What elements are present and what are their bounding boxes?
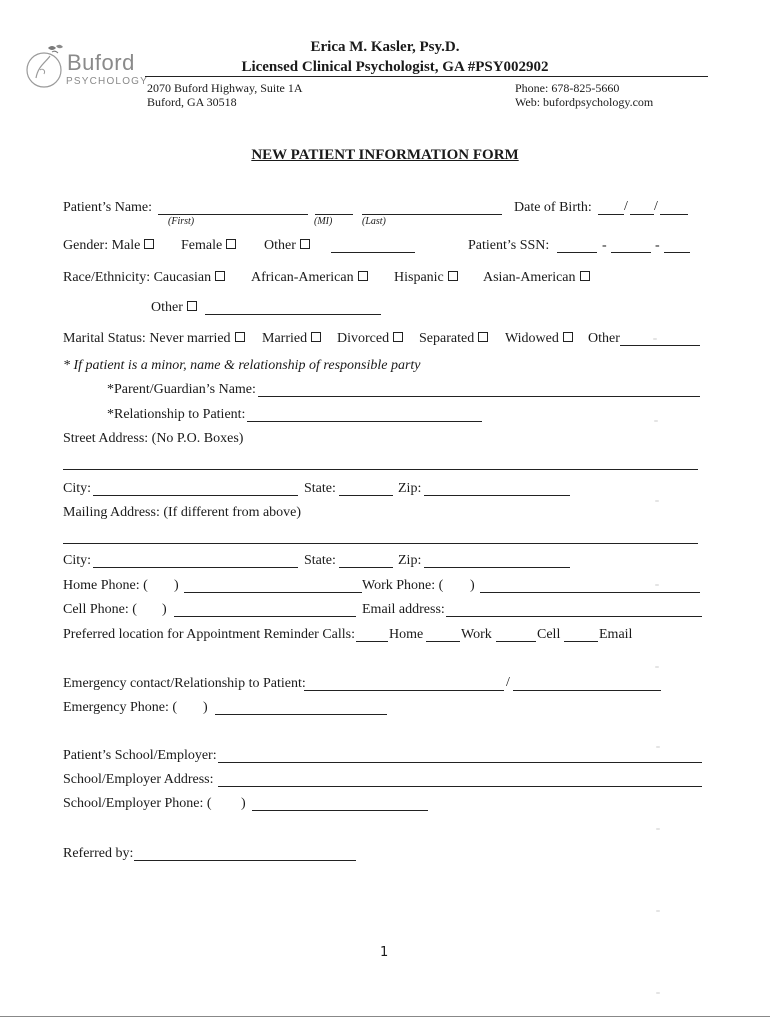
ssn-label: Patient’s SSN: [468, 238, 550, 253]
gender-other-option[interactable]: Other [264, 238, 310, 254]
header-rule [145, 76, 708, 77]
phone-number: Phone: 678-825-5660 [515, 81, 620, 95]
hispanic-checkbox[interactable] [448, 271, 458, 281]
mailing-city-field[interactable] [93, 567, 298, 568]
zip-field[interactable] [424, 495, 570, 496]
pref-email-label: Email [599, 627, 633, 642]
cell-phone-label: Cell Phone: ( [63, 602, 137, 617]
school-employer-field[interactable] [218, 762, 702, 763]
mailing-address-field[interactable] [63, 543, 698, 544]
work-phone-paren: ) [470, 578, 475, 593]
school-address-field[interactable] [218, 786, 702, 787]
relationship-field[interactable] [247, 421, 482, 422]
school-employer-label: Patient’s School/Employer: [63, 748, 217, 763]
pref-home-field[interactable] [356, 641, 388, 642]
marital-widowed-option[interactable]: Widowed [505, 331, 573, 347]
marital-other-label: Other [588, 331, 620, 346]
ssn-part-3-field[interactable] [664, 252, 690, 253]
marital-separated-option[interactable]: Separated [419, 331, 488, 347]
street-address-field[interactable] [63, 469, 698, 470]
license-line: Licensed Clinical Psychologist, GA #PSY002902 [241, 59, 549, 75]
never-married-checkbox[interactable] [235, 332, 245, 342]
race-asian-american-option[interactable]: Asian-American [483, 270, 590, 286]
scan-speck [656, 828, 660, 830]
widowed-checkbox[interactable] [563, 332, 573, 342]
work-phone-field[interactable] [480, 592, 700, 593]
pref-cell-field[interactable] [496, 641, 536, 642]
patient-name-label: Patient’s Name: [63, 200, 153, 215]
doctor-name: Erica M. Kasler, Psy.D. [310, 39, 460, 55]
city-label: City: [63, 481, 92, 496]
race-other-checkbox[interactable] [187, 301, 197, 311]
form-title: NEW PATIENT INFORMATION FORM [251, 147, 519, 163]
pref-email-field[interactable] [564, 641, 598, 642]
referred-by-field[interactable] [134, 860, 356, 861]
emergency-relationship-field[interactable] [513, 690, 661, 691]
gender-other-field[interactable] [331, 252, 415, 253]
female-checkbox[interactable] [226, 239, 236, 249]
email-label: Email address: [362, 602, 445, 617]
emergency-phone-field[interactable] [215, 714, 387, 715]
home-phone-paren: ) [174, 578, 179, 593]
pref-work-field[interactable] [426, 641, 460, 642]
caucasian-checkbox[interactable] [215, 271, 225, 281]
scan-speck [656, 992, 660, 994]
dob-slash-1: / [624, 199, 628, 214]
gender-male-option[interactable]: Gender: Male [63, 238, 154, 254]
pref-home-label: Home [389, 627, 424, 642]
emergency-contact-field[interactable] [304, 690, 504, 691]
race-hispanic-option[interactable]: Hispanic [394, 270, 458, 286]
city-field[interactable] [93, 495, 298, 496]
school-address-label: School/Employer Address: [63, 772, 214, 787]
relationship-label: *Relationship to Patient: [107, 407, 246, 422]
race-caucasian-option[interactable]: Race/Ethnicity: Caucasian [63, 270, 225, 286]
scan-speck [655, 666, 659, 668]
race-other-option[interactable]: Other [151, 300, 197, 316]
gender-female-option[interactable]: Female [181, 238, 236, 254]
school-phone-paren: ) [241, 796, 246, 811]
logo-brand: Buford [67, 50, 135, 75]
email-field[interactable] [446, 616, 702, 617]
cell-phone-field[interactable] [174, 616, 356, 617]
race-african-american-option[interactable]: African-American [251, 270, 368, 286]
ssn-part-1-field[interactable] [557, 252, 597, 253]
emergency-phone-paren: ) [203, 700, 208, 715]
mailing-address-label: Mailing Address: (If different from above) [63, 505, 302, 520]
referred-by-label: Referred by: [63, 846, 134, 861]
last-hint: (Last) [362, 216, 386, 227]
ssn-part-2-field[interactable] [611, 252, 651, 253]
emergency-phone-label: Emergency Phone: ( [63, 700, 178, 715]
dob-year-field[interactable] [660, 214, 688, 215]
mailing-state-field[interactable] [339, 567, 393, 568]
scan-speck [656, 910, 660, 912]
guardian-name-field[interactable] [258, 396, 700, 397]
mailing-city-label: City: [63, 553, 92, 568]
marital-married-option[interactable]: Married [262, 331, 321, 347]
scan-edge-line [0, 1016, 770, 1017]
marital-other-field[interactable] [620, 345, 700, 346]
state-field[interactable] [339, 495, 393, 496]
school-phone-field[interactable] [252, 810, 428, 811]
website: Web: bufordpsychology.com [515, 95, 654, 109]
ssn-dash-1: - [602, 238, 607, 253]
home-phone-label: Home Phone: ( [63, 578, 148, 593]
male-checkbox[interactable] [144, 239, 154, 249]
emergency-slash: / [506, 675, 510, 690]
dob-slash-2: / [654, 199, 658, 214]
marital-never-married-option[interactable]: Marital Status: Never married [63, 331, 245, 347]
page-number: 1 [380, 945, 389, 960]
dob-label: Date of Birth: [514, 200, 592, 215]
school-phone-label: School/Employer Phone: ( [63, 796, 212, 811]
street-address-label: Street Address: (No P.O. Boxes) [63, 431, 244, 446]
preferred-location-label: Preferred location for Appointment Reminder Calls: [63, 627, 355, 642]
ssn-dash-2: - [655, 238, 660, 253]
scan-speck [656, 746, 660, 748]
scan-speck [655, 584, 659, 586]
asian-american-checkbox[interactable] [580, 271, 590, 281]
married-checkbox[interactable] [311, 332, 321, 342]
mailing-state-label: State: [304, 553, 336, 568]
guardian-name-label: *Parent/Guardian’s Name: [107, 382, 256, 397]
dob-day-field[interactable] [630, 214, 654, 215]
cell-phone-paren: ) [162, 602, 167, 617]
minor-note: * If patient is a minor, name & relationship of responsible party [63, 358, 421, 373]
scan-speck [653, 338, 657, 340]
scan-speck [654, 420, 658, 422]
logo-subtitle: PSYCHOLOGY [66, 76, 149, 87]
mailing-zip-field[interactable] [424, 567, 570, 568]
work-phone-label: Work Phone: ( [362, 578, 444, 593]
dob-month-field[interactable] [598, 214, 624, 215]
state-label: State: [304, 481, 336, 496]
race-other-field[interactable] [205, 314, 381, 315]
zip-label: Zip: [398, 481, 422, 496]
emergency-contact-label: Emergency contact/Relationship to Patient: [63, 676, 306, 691]
pref-cell-label: Cell [537, 627, 561, 642]
address-line-2: Buford, GA 30518 [147, 95, 237, 109]
marital-divorced-option[interactable]: Divorced [337, 331, 403, 347]
address-line-1: 2070 Buford Highway, Suite 1A [147, 81, 303, 95]
mailing-zip-label: Zip: [398, 553, 422, 568]
home-phone-field[interactable] [184, 592, 362, 593]
separated-checkbox[interactable] [478, 332, 488, 342]
first-hint: (First) [168, 216, 195, 227]
gender-other-checkbox[interactable] [300, 239, 310, 249]
divorced-checkbox[interactable] [393, 332, 403, 342]
african-american-checkbox[interactable] [358, 271, 368, 281]
pref-work-label: Work [461, 627, 492, 642]
scan-speck [655, 500, 659, 502]
mi-hint: (MI) [314, 216, 333, 227]
